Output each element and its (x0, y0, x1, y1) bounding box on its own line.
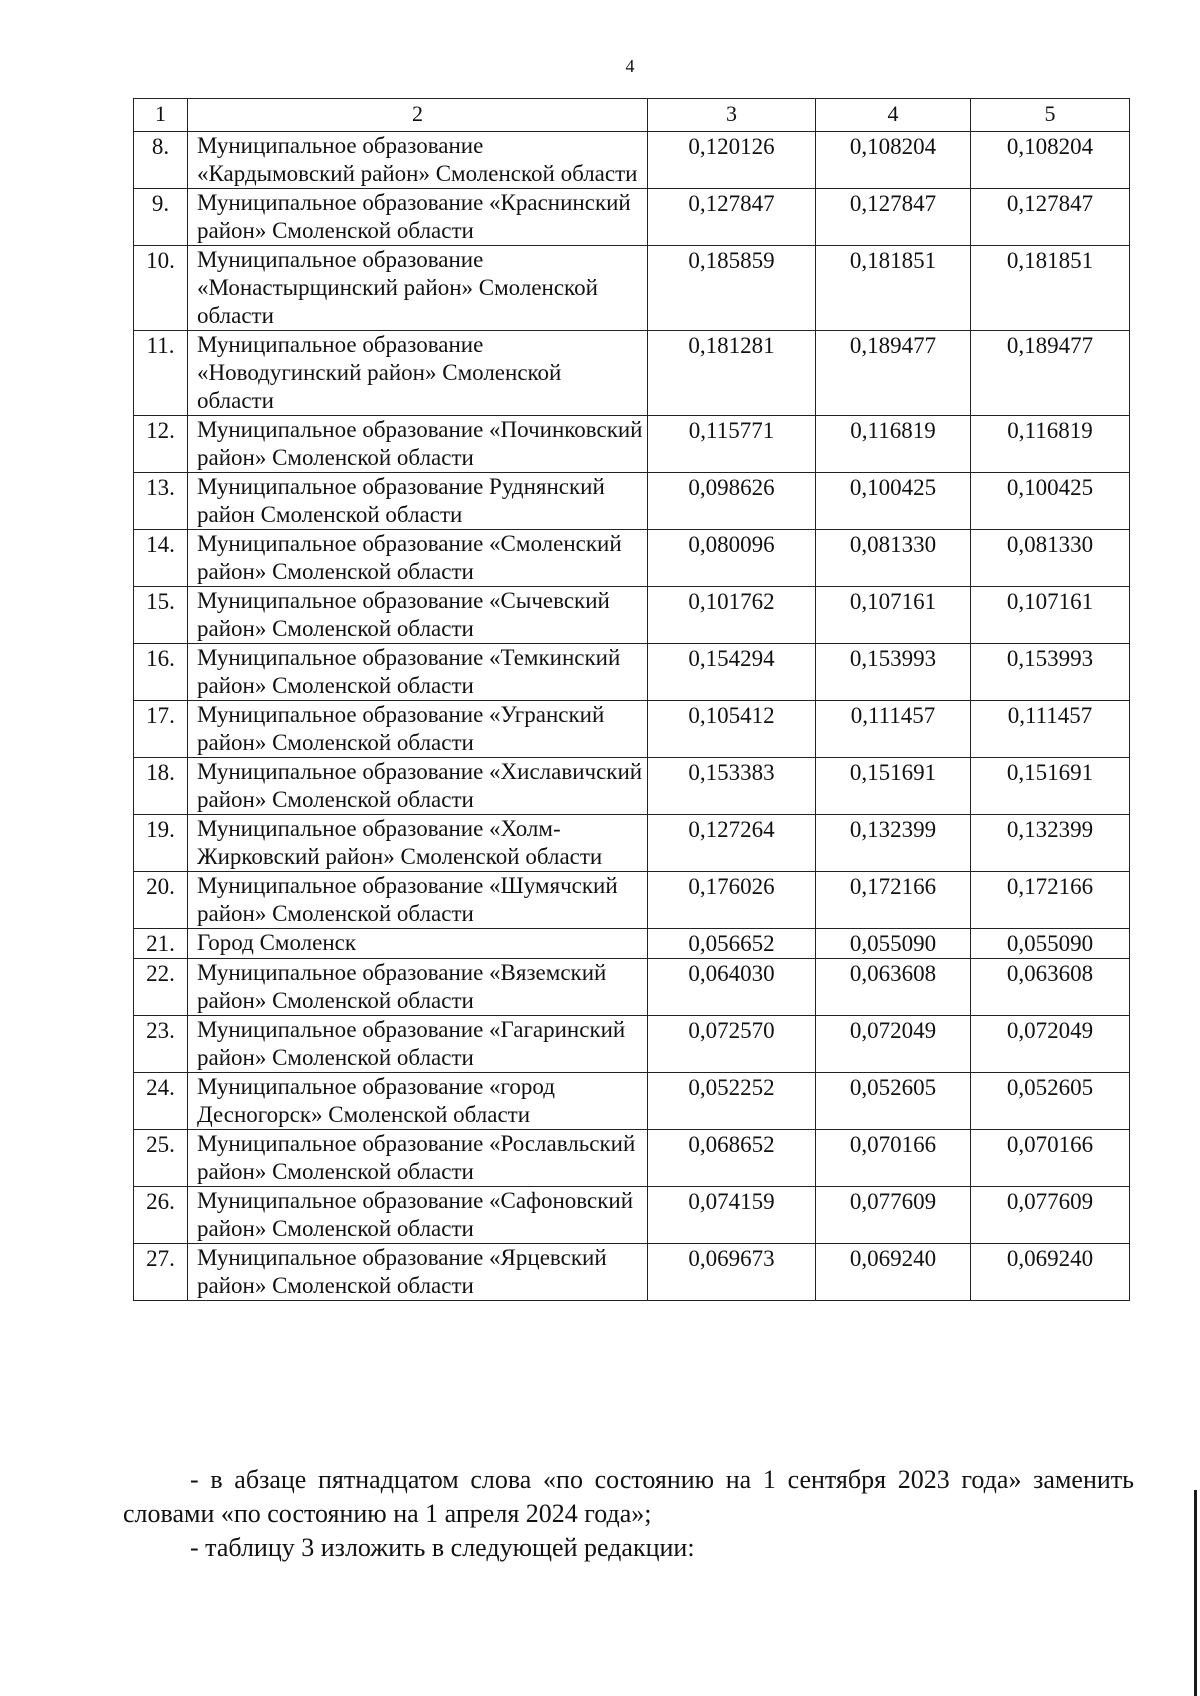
row-number-cell: 14. (134, 530, 188, 587)
value-col3-cell: 0,068652 (648, 1130, 816, 1187)
value-col3-cell: 0,115771 (648, 416, 816, 473)
row-number-cell: 21. (134, 929, 188, 959)
table-row (134, 246, 1130, 331)
row-number-cell: 18. (134, 758, 188, 815)
value-col5-cell: 0,100425 (971, 473, 1130, 530)
column-header-1: 1 (134, 99, 188, 132)
municipality-name-cell: Муниципальное образование «Починковский район» Смоленской области (188, 416, 648, 473)
value-col5-cell: 0,055090 (971, 929, 1130, 959)
value-col4-cell: 0,181851 (816, 246, 971, 331)
table-row (134, 929, 1130, 959)
value-col4-cell: 0,151691 (816, 758, 971, 815)
row-number-cell: 19. (134, 815, 188, 872)
value-col4-cell: 0,081330 (816, 530, 971, 587)
municipality-name-cell: Муниципальное образование «Смоленский район» Смоленской области (188, 530, 648, 587)
row-number-cell: 27. (134, 1244, 188, 1301)
table-row (134, 872, 1130, 929)
table-row (134, 1073, 1130, 1130)
row-number-cell: 25. (134, 1130, 188, 1187)
table-row (134, 758, 1130, 815)
value-col4-cell: 0,153993 (816, 644, 971, 701)
page-number: 4 (625, 56, 635, 76)
table-row (134, 701, 1130, 758)
value-col5-cell: 0,172166 (971, 872, 1130, 929)
municipality-name-cell: Муниципальное образование «Шумячский район» Смоленской области (188, 872, 648, 929)
row-number-cell: 9. (134, 189, 188, 246)
municipality-name-cell: Муниципальное образование «Рославльский район» Смоленской области (188, 1130, 648, 1187)
value-col3-cell: 0,153383 (648, 758, 816, 815)
value-col3-cell: 0,105412 (648, 701, 816, 758)
row-number-cell: 12. (134, 416, 188, 473)
row-number-cell: 24. (134, 1073, 188, 1130)
value-col3-cell: 0,052252 (648, 1073, 816, 1130)
table-row (134, 189, 1130, 246)
municipality-name-cell: Муниципальное образование «Темкинский район» Смоленской области (188, 644, 648, 701)
value-col3-cell: 0,056652 (648, 929, 816, 959)
value-col5-cell: 0,111457 (971, 701, 1130, 758)
value-col4-cell: 0,108204 (816, 132, 971, 189)
table-row (134, 473, 1130, 530)
value-col3-cell: 0,127264 (648, 815, 816, 872)
value-col4-cell: 0,172166 (816, 872, 971, 929)
municipality-name-cell: Муниципальное образование «Краснинский район» Смоленской области (188, 189, 648, 246)
row-number-cell: 10. (134, 246, 188, 331)
value-col5-cell: 0,070166 (971, 1130, 1130, 1187)
value-col3-cell: 0,064030 (648, 959, 816, 1016)
municipality-name-cell: Муниципальное образование «Холм-Жирковский район» Смоленской области (188, 815, 648, 872)
value-col4-cell: 0,132399 (816, 815, 971, 872)
table-row (134, 416, 1130, 473)
municipality-name-cell: Муниципальное образование «Ярцевский район» Смоленской области (188, 1244, 648, 1301)
row-number-cell: 13. (134, 473, 188, 530)
table-body (134, 132, 1130, 1301)
municipality-name-cell: Муниципальное образование «город Десногорск» Смоленской области (188, 1073, 648, 1130)
table-row (134, 1130, 1130, 1187)
municipality-name-cell: Муниципальное образование «Вяземский район» Смоленской области (188, 959, 648, 1016)
column-header-3: 3 (648, 99, 816, 132)
value-col3-cell: 0,127847 (648, 189, 816, 246)
value-col3-cell: 0,120126 (648, 132, 816, 189)
value-col5-cell: 0,116819 (971, 416, 1130, 473)
value-col5-cell: 0,069240 (971, 1244, 1130, 1301)
table-row (134, 815, 1130, 872)
value-col5-cell: 0,072049 (971, 1016, 1130, 1073)
value-col3-cell: 0,176026 (648, 872, 816, 929)
municipality-name-cell: Муниципальное образование «Хиславичский район» Смоленской области (188, 758, 648, 815)
municipality-name-cell: Муниципальное образование «Кардымовский район» Смоленской области (188, 132, 648, 189)
value-col5-cell: 0,052605 (971, 1073, 1130, 1130)
value-col4-cell: 0,052605 (816, 1073, 971, 1130)
value-col3-cell: 0,154294 (648, 644, 816, 701)
value-col4-cell: 0,107161 (816, 587, 971, 644)
value-col4-cell: 0,055090 (816, 929, 971, 959)
municipality-name-cell: Муниципальное образование «Угранский район» Смоленской области (188, 701, 648, 758)
value-col3-cell: 0,072570 (648, 1016, 816, 1073)
value-col4-cell: 0,189477 (816, 331, 971, 416)
value-col5-cell: 0,063608 (971, 959, 1130, 1016)
municipality-name-cell: Муниципальное образование «Сычевский район» Смоленской области (188, 587, 648, 644)
table-row (134, 1016, 1130, 1073)
row-number-cell: 20. (134, 872, 188, 929)
value-col4-cell: 0,072049 (816, 1016, 971, 1073)
value-col5-cell: 0,189477 (971, 331, 1130, 416)
table-row (134, 587, 1130, 644)
row-number-cell: 23. (134, 1016, 188, 1073)
value-col4-cell: 0,070166 (816, 1130, 971, 1187)
value-col5-cell: 0,151691 (971, 758, 1130, 815)
row-number-cell: 16. (134, 644, 188, 701)
table-row (134, 132, 1130, 189)
value-col4-cell: 0,063608 (816, 959, 971, 1016)
value-col3-cell: 0,101762 (648, 587, 816, 644)
municipality-name-cell: Муниципальное образование «Монастырщинский район» Смоленской области (188, 246, 648, 331)
value-col5-cell: 0,132399 (971, 815, 1130, 872)
value-col4-cell: 0,111457 (816, 701, 971, 758)
amendment-paragraph-2: - таблицу 3 изложить в следующей редакции: (190, 1533, 695, 1562)
coefficients-table (133, 98, 1130, 1301)
value-col4-cell: 0,116819 (816, 416, 971, 473)
row-number-cell: 8. (134, 132, 188, 189)
municipality-name-cell: Муниципальное образование Руднянский район Смоленской области (188, 473, 648, 530)
amendment-paragraph-1: - в абзаце пятнадцатом слова «по состоянию на 1 сентября 2023 года» заменить словами «по состоянию на 1 апреля 2024 года»; (123, 1465, 1134, 1528)
municipality-name-cell: Муниципальное образование «Новодугинский район» Смоленской области (188, 331, 648, 416)
column-header-5: 5 (971, 99, 1130, 132)
column-header-4: 4 (816, 99, 971, 132)
table-row (134, 530, 1130, 587)
value-col3-cell: 0,185859 (648, 246, 816, 331)
table-header-row (134, 99, 1130, 132)
municipality-name-cell: Муниципальное образование «Гагаринский район» Смоленской области (188, 1016, 648, 1073)
value-col5-cell: 0,107161 (971, 587, 1130, 644)
table-row (134, 1187, 1130, 1244)
value-col5-cell: 0,077609 (971, 1187, 1130, 1244)
table-row (134, 959, 1130, 1016)
value-col5-cell: 0,181851 (971, 246, 1130, 331)
table-row (134, 1244, 1130, 1301)
row-number-cell: 17. (134, 701, 188, 758)
column-header-2: 2 (188, 99, 648, 132)
value-col4-cell: 0,100425 (816, 473, 971, 530)
value-col3-cell: 0,098626 (648, 473, 816, 530)
table-row (134, 644, 1130, 701)
value-col5-cell: 0,153993 (971, 644, 1130, 701)
value-col3-cell: 0,069673 (648, 1244, 816, 1301)
row-number-cell: 26. (134, 1187, 188, 1244)
value-col4-cell: 0,069240 (816, 1244, 971, 1301)
row-number-cell: 22. (134, 959, 188, 1016)
scan-edge-line (1194, 1490, 1197, 1696)
value-col3-cell: 0,080096 (648, 530, 816, 587)
municipality-name-cell: Город Смоленск (188, 929, 648, 959)
row-number-cell: 15. (134, 587, 188, 644)
value-col3-cell: 0,181281 (648, 331, 816, 416)
value-col3-cell: 0,074159 (648, 1187, 816, 1244)
value-col5-cell: 0,108204 (971, 132, 1130, 189)
municipality-name-cell: Муниципальное образование «Сафоновский район» Смоленской области (188, 1187, 648, 1244)
value-col4-cell: 0,077609 (816, 1187, 971, 1244)
value-col4-cell: 0,127847 (816, 189, 971, 246)
value-col5-cell: 0,081330 (971, 530, 1130, 587)
row-number-cell: 11. (134, 331, 188, 416)
value-col5-cell: 0,127847 (971, 189, 1130, 246)
table-row (134, 331, 1130, 416)
